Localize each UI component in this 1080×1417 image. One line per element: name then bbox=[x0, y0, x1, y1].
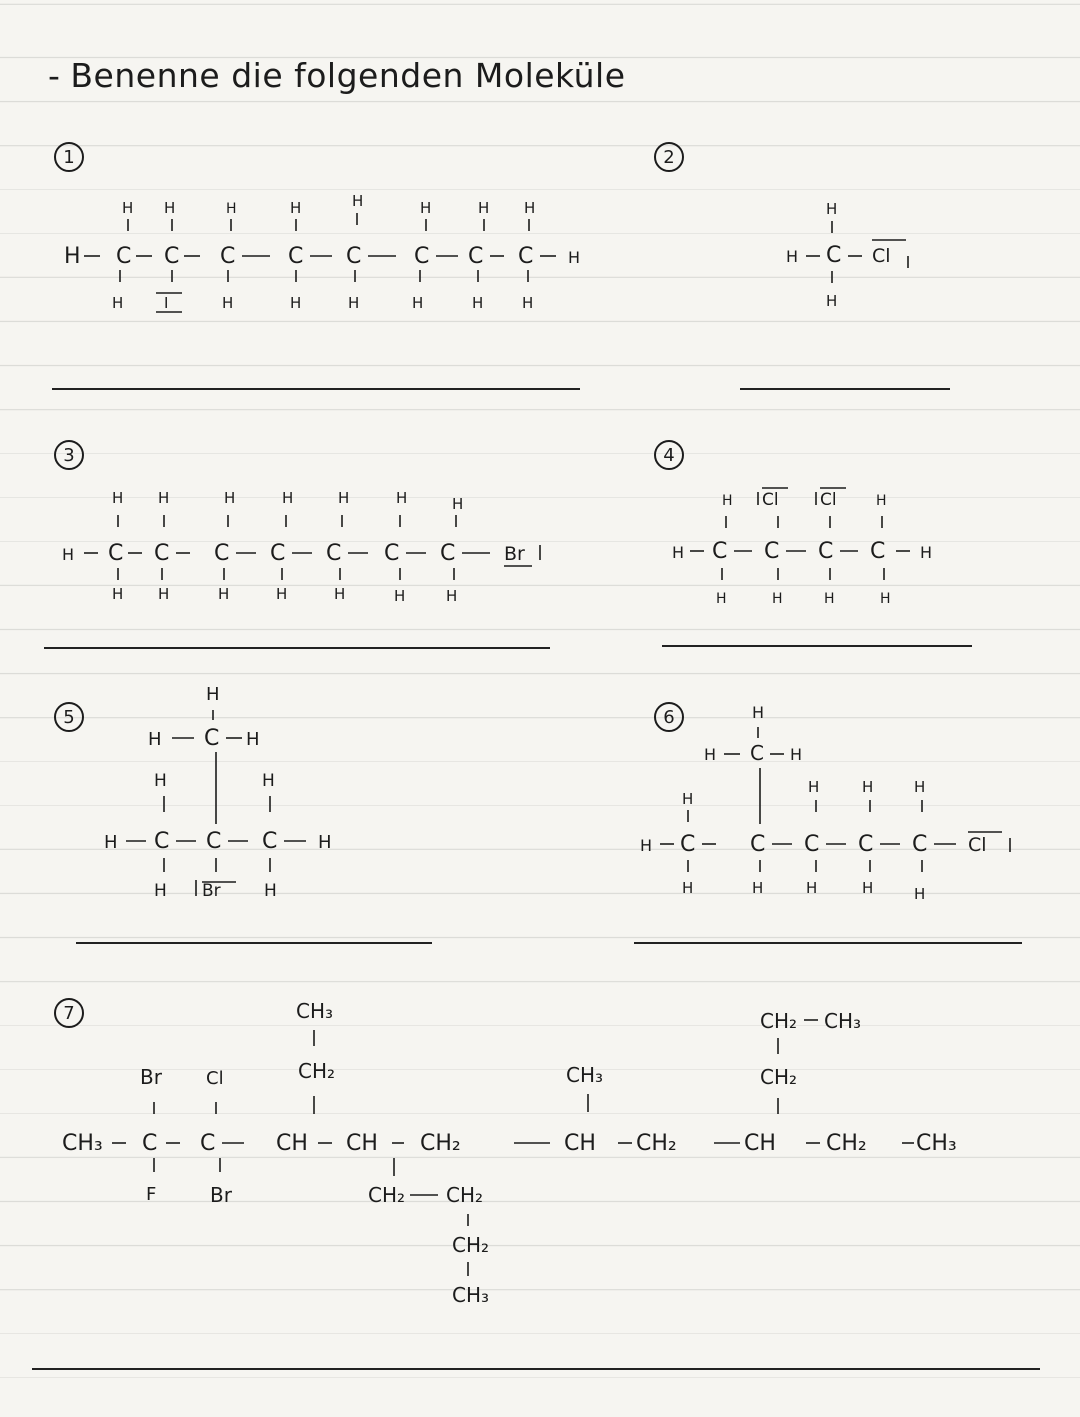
mol7-br-bottom: Br bbox=[210, 1183, 232, 1207]
exercise-number-6: 6 bbox=[654, 702, 684, 732]
mol1-h-top4: H bbox=[290, 199, 302, 217]
mol4-c2: C bbox=[764, 539, 780, 564]
mol1-h-top7: H bbox=[478, 199, 490, 217]
exercise-number-4: 4 bbox=[654, 440, 684, 470]
mol4-h-top4: H bbox=[876, 493, 887, 509]
mol7-main-c2: C bbox=[142, 1131, 158, 1156]
mol7-cl-top: Cl bbox=[206, 1068, 224, 1089]
mol1-h-top8: H bbox=[524, 199, 536, 217]
mol7-main-ch2-8: CH₂ bbox=[636, 1131, 677, 1156]
mol5-c3: C bbox=[262, 829, 278, 854]
mol3-c5: C bbox=[326, 541, 342, 566]
mol7-butyl-ch2-3: CH₂ bbox=[452, 1233, 490, 1257]
mol3-h-top1: H bbox=[112, 489, 124, 507]
mol1-h-bot3: H bbox=[222, 294, 234, 312]
mol3-h-top2: H bbox=[158, 489, 170, 507]
mol7-butyl-ch2-1: CH₂ bbox=[368, 1183, 406, 1207]
mol3-h-left: H bbox=[62, 545, 75, 564]
mol5-c-methyl: C bbox=[204, 726, 220, 751]
mol3-h-bot5: H bbox=[334, 585, 346, 603]
mol7-f-bottom: F bbox=[146, 1184, 157, 1205]
mol1-h-top2: H bbox=[164, 199, 176, 217]
mol3-h-bot2: H bbox=[158, 585, 170, 603]
mol6-c-methyl: C bbox=[750, 741, 764, 765]
mol6-h-bot2: H bbox=[752, 879, 764, 897]
mol4-h-bot2: H bbox=[772, 591, 783, 607]
mol7-ethyl-ch2: CH₂ bbox=[298, 1059, 336, 1083]
mol6-h-methyl-right: H bbox=[790, 745, 803, 764]
mol7-propyl-ch3: CH₃ bbox=[824, 1009, 862, 1033]
mol6-c5: C bbox=[912, 832, 928, 857]
mol1-h-top1: H bbox=[122, 199, 134, 217]
exercise-number-2: 2 bbox=[654, 142, 684, 172]
mol3-c4: C bbox=[270, 541, 286, 566]
mol7-main-ch2-6: CH₂ bbox=[420, 1131, 461, 1156]
exercise-number-5: 5 bbox=[54, 702, 84, 732]
mol3-h-bot1: H bbox=[112, 585, 124, 603]
mol3-h-top3: H bbox=[224, 489, 236, 507]
mol4-h-bot1: H bbox=[716, 591, 727, 607]
mol7-main-ch4: CH bbox=[276, 1131, 308, 1156]
mol1-c2: C bbox=[164, 244, 180, 269]
mol7-methyl-ch3: CH₃ bbox=[566, 1063, 604, 1087]
mol4-h-right: H bbox=[920, 543, 933, 562]
mol6-h-bot4: H bbox=[862, 879, 874, 897]
mol6-h-top3: H bbox=[808, 778, 820, 796]
mol1-c5: C bbox=[346, 244, 362, 269]
mol5-bromine: Br bbox=[202, 881, 221, 901]
mol3-h-top4: H bbox=[282, 489, 294, 507]
exercise-number-1: 1 bbox=[54, 142, 84, 172]
mol6-chlorine: Cl bbox=[968, 834, 987, 856]
exercise-number-7: 7 bbox=[54, 998, 84, 1028]
mol6-h-methyl-left: H bbox=[704, 745, 717, 764]
mol1-h-top3: H bbox=[226, 201, 237, 217]
mol3-c3: C bbox=[214, 541, 230, 566]
mol1-h-right: H bbox=[568, 248, 581, 267]
mol6-h-methyl-top: H bbox=[752, 703, 765, 722]
mol3-c6: C bbox=[384, 541, 400, 566]
mol3-h-top5: H bbox=[338, 489, 350, 507]
mol7-ethyl-ch3: CH₃ bbox=[296, 999, 334, 1023]
mol6-h-bot5: H bbox=[914, 885, 926, 903]
title-text: Benenne die folgenden Moleküle bbox=[70, 56, 626, 95]
mol7-main-ch3-left: CH₃ bbox=[62, 1131, 103, 1156]
mol2-carbon: C bbox=[826, 243, 842, 268]
mol7-propyl-ch2-bottom: CH₂ bbox=[760, 1065, 798, 1089]
mol3-h-top6: H bbox=[396, 489, 408, 507]
mol6-c2: C bbox=[750, 832, 766, 857]
mol1-c7: C bbox=[468, 244, 484, 269]
mol4-c1: C bbox=[712, 539, 728, 564]
mol5-h-top1: H bbox=[154, 771, 167, 791]
mol7-propyl-ch2-top: CH₂ bbox=[760, 1009, 798, 1033]
mol4-chlorine-1: Cl bbox=[762, 490, 779, 510]
mol2-h-top: H bbox=[826, 200, 838, 218]
mol4-h-top1: H bbox=[722, 493, 733, 509]
mol5-c1: C bbox=[154, 829, 170, 854]
mol3-h-bot3: H bbox=[218, 585, 230, 603]
mol2-h-bottom: H bbox=[826, 292, 838, 310]
mol6-h-top5: H bbox=[914, 778, 926, 796]
mol4-h-bot3: H bbox=[824, 591, 835, 607]
mol6-c1: C bbox=[680, 832, 696, 857]
mol2-chlorine: Cl bbox=[872, 245, 891, 267]
mol7-main-ch3-right: CH₃ bbox=[916, 1131, 957, 1156]
mol7-main-c3: C bbox=[200, 1131, 216, 1156]
mol1-c8: C bbox=[518, 244, 534, 269]
mol7-butyl-ch3: CH₃ bbox=[452, 1283, 490, 1307]
exercise-number-3: 3 bbox=[54, 440, 84, 470]
mol1-h-bot6: H bbox=[412, 294, 424, 312]
mol6-h-top1: H bbox=[682, 790, 694, 808]
title-dash: - bbox=[48, 56, 61, 95]
mol1-iodine: I bbox=[164, 294, 169, 312]
mol5-h-methyl-right: H bbox=[246, 729, 260, 750]
mol5-h-bot1: H bbox=[154, 881, 167, 901]
mol6-c4: C bbox=[858, 832, 874, 857]
mol3-h-bot4: H bbox=[276, 585, 288, 603]
mol7-main-ch7: CH bbox=[564, 1131, 596, 1156]
mol3-bromine: Br bbox=[504, 543, 525, 565]
mol5-h-top3: H bbox=[262, 771, 275, 791]
mol7-br-top: Br bbox=[140, 1065, 162, 1089]
mol5-h-left: H bbox=[104, 832, 118, 853]
mol4-h-left: H bbox=[672, 543, 685, 562]
mol5-h-right: H bbox=[318, 832, 332, 853]
mol6-h-bot3: H bbox=[806, 879, 818, 897]
mol5-h-bot3: H bbox=[264, 881, 277, 901]
mol4-chlorine-2: Cl bbox=[820, 490, 837, 510]
mol3-h-bot6: H bbox=[394, 587, 406, 605]
mol1-h-bot4: H bbox=[290, 294, 302, 312]
mol3-c1: C bbox=[108, 541, 124, 566]
mol5-h-methyl-left: H bbox=[148, 729, 162, 750]
mol7-main-ch2-10: CH₂ bbox=[826, 1131, 867, 1156]
mol7-main-ch9: CH bbox=[744, 1131, 776, 1156]
mol1-c3: C bbox=[220, 244, 236, 269]
mol4-c4: C bbox=[870, 539, 886, 564]
mol7-main-ch5: CH bbox=[346, 1131, 378, 1156]
mol6-h-left: H bbox=[640, 836, 653, 855]
mol1-c6: C bbox=[414, 244, 430, 269]
mol5-c2: C bbox=[206, 829, 222, 854]
mol3-c2: C bbox=[154, 541, 170, 566]
mol5-h-methyl-top: H bbox=[206, 684, 220, 705]
mol1-c4: C bbox=[288, 244, 304, 269]
mol4-c3: C bbox=[818, 539, 834, 564]
mol3-h-bot7: H bbox=[446, 587, 458, 605]
mol1-h-top5: H bbox=[352, 192, 364, 210]
mol7-butyl-ch2-2: CH₂ bbox=[446, 1183, 484, 1207]
mol6-h-bot1: H bbox=[682, 879, 694, 897]
mol1-h-top6: H bbox=[420, 199, 432, 217]
mol1-h-bot1: H bbox=[112, 294, 124, 312]
mol1-h-left: H bbox=[64, 244, 81, 269]
mol2-h-left: H bbox=[786, 247, 799, 266]
mol6-h-top4: H bbox=[862, 778, 874, 796]
mol3-c7: C bbox=[440, 541, 456, 566]
mol1-c1: C bbox=[116, 244, 132, 269]
mol4-h-bot4: H bbox=[880, 591, 891, 607]
mol6-c3: C bbox=[804, 832, 820, 857]
mol3-h-top7: H bbox=[452, 495, 464, 513]
mol1-h-bot7: H bbox=[472, 294, 484, 312]
mol1-h-bot5: H bbox=[348, 294, 360, 312]
mol1-h-bot8: H bbox=[522, 294, 534, 312]
